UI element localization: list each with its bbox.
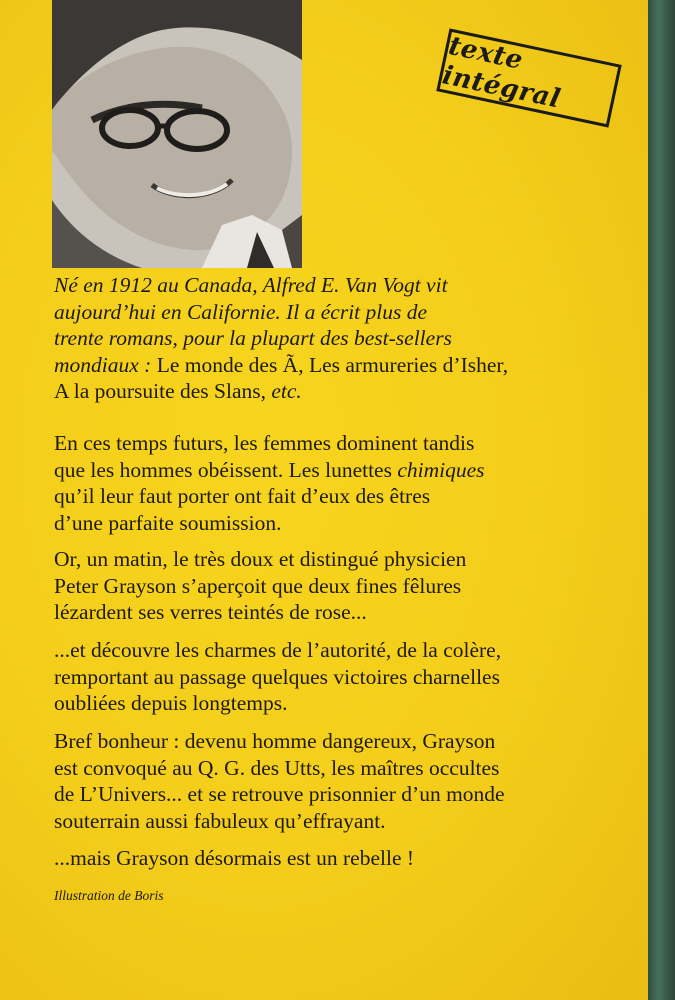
synopsis-paragraph-1 [54, 430, 614, 536]
synopsis-paragraph-2 [54, 546, 614, 626]
stamp-label: texte intégral [439, 30, 564, 115]
synopsis-line: En ces temps futurs, les femmes dominent tandis [54, 431, 475, 455]
synopsis-paragraph-4 [54, 728, 614, 834]
synopsis-line: ...et découvre les charmes de l’autorité, de la colère, [54, 638, 502, 662]
synopsis-line: ...mais Grayson désormais est un rebelle ! [54, 846, 415, 870]
illustration-credit: Illustration de Boris [54, 888, 164, 903]
bio-line [54, 378, 614, 405]
synopsis-line: lézardent ses verres teintés de rose... [54, 600, 367, 624]
bio-line: Né en 1912 au Canada, Alfred E. Van Vogt vit [54, 273, 448, 297]
synopsis-line: oubliées depuis longtemps. [54, 691, 288, 715]
bio-fragment: Le monde des Ã, Les armureries d’Isher, [151, 352, 509, 377]
bio-line [54, 352, 614, 379]
author-portrait-image [52, 0, 302, 268]
synopsis-line: remportant au passage quelques victoires charnelles [54, 664, 500, 689]
bio-line: aujourd’hui en Californie. Il a écrit plus de [54, 299, 428, 324]
author-photo [52, 0, 302, 268]
synopsis-line [54, 457, 614, 484]
bio-italic-fragment: etc. [271, 379, 302, 403]
synopsis-paragraph-5 [54, 845, 614, 872]
book-spine [648, 0, 675, 1000]
synopsis-line: Bref bonheur : devenu homme dangereux, Grayson [54, 729, 496, 753]
synopsis-italic-fragment: chimiques [397, 457, 485, 482]
synopsis-fragment: que les hommes obéissent. Les lunettes [54, 457, 398, 482]
synopsis-line: Or, un matin, le très doux et distingué physicien [54, 547, 467, 571]
bio-line: trente romans, pour la plupart des best-sellers [54, 326, 452, 350]
synopsis-line: de L’Univers... et se retrouve prisonnier d’un monde [54, 782, 505, 806]
synopsis-paragraph-3 [54, 637, 614, 717]
synopsis-line: est convoqué au Q. G. des Utts, les maîtres occultes [54, 755, 500, 780]
synopsis-line: souterrain aussi fabuleux qu’effrayant. [54, 808, 386, 833]
synopsis-line: Peter Grayson s’aperçoit que deux fines fêlures [54, 573, 462, 598]
synopsis-line: d’une parfaite soumission. [54, 510, 282, 535]
author-bio [54, 272, 614, 405]
bio-fragment: A la poursuite des Slans, [54, 379, 272, 403]
bio-italic-fragment: mondiaux : [54, 352, 152, 377]
synopsis-line: qu’il leur faut porter ont fait d’eux des êtres [54, 484, 431, 508]
